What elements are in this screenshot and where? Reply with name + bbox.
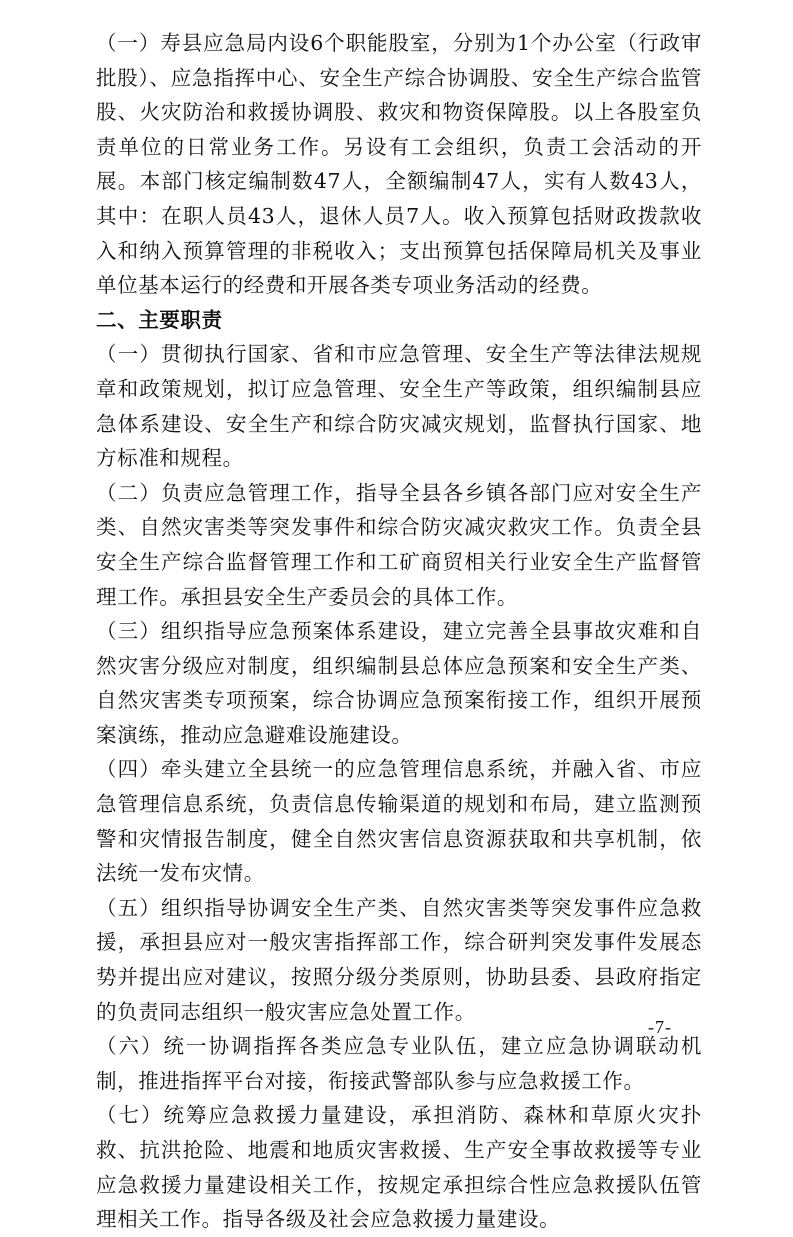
section-heading: 二、主要职责 [96, 307, 223, 332]
intro-paragraph: （一）寿县应急局内设6个职能股室，分别为1个办公室（行政审批股）、应急指挥中心、安全生产综合协调股、安全生产综合监管股、火灾防治和救援协调股、救灾和物资保障股。以上各股室负责单位的日常业务工作。另设有工会组织，负责工会活动的开展。本部门核定编制数47人，全额编制47人，实有人数43人，其中：在职人员43人，退休人员7人。收入预算包括财政拨款收入和纳入预算管理的非税收入；支出预算包括保障局机关及事业单位基本运行的经费和开展各类专项业务活动的经费。 [96, 31, 702, 298]
duty-paragraph-6: （六）统一协调指挥各类应急专业队伍，建立应急协调联动机制，推进指挥平台对接，衔接武警部队参与应急救援工作。 [96, 1034, 702, 1093]
duty-paragraph-4: （四）牵头建立全县统一的应急管理信息系统，并融入省、市应急管理信息系统，负责信息传输渠道的规划和布局，建立监测预警和灾情报告制度，健全自然灾害信息资源获取和共享机制，依法统一发布灾情。 [96, 757, 702, 886]
duty-paragraph-2: （二）负责应急管理工作，指导全县各乡镇各部门应对安全生产类、自然灾害类等突发事件和综合防灾减灾救灾工作。负责全县安全生产综合监督管理工作和工矿商贸相关行业安全生产监督管理工作。承担县安全生产委员会的具体工作。 [96, 480, 702, 609]
document-body [96, 26, 702, 1237]
duty-paragraph-5: （五）组织指导协调安全生产类、自然灾害类等突发事件应急救援，承担县应对一般灾害指挥部工作，综合研判突发事件发展态势并提出应对建议，按照分级分类原则，协助县委、县政府指定的负责同志组织一般灾害应急处置工作。 [96, 895, 702, 1024]
duty-paragraph-7: （七）统筹应急救援力量建设，承担消防、森林和草原火灾扑救、抗洪抢险、地震和地质灾害救援、生产安全事故救援等专业应急救援力量建设相关工作，按规定承担综合性应急救援队伍管理相关工作。指导各级及社会应急救援力量建设。 [96, 1103, 702, 1232]
duty-paragraph-1: （一）贯彻执行国家、省和市应急管理、安全生产等法律法规规章和政策规划，拟订应急管理、安全生产等政策，组织编制县应急体系建设、安全生产和综合防灾减灾规划，监督执行国家、地方标准和规程。 [96, 342, 702, 471]
duty-paragraph-3: （三）组织指导应急预案体系建设，建立完善全县事故灾难和自然灾害分级应对制度，组织编制县总体应急预案和安全生产类、自然灾害类专项预案，综合协调应急预案衔接工作，组织开展预案演练，推动应急避难设施建设。 [96, 619, 702, 747]
page-number: -7- [648, 1017, 672, 1037]
